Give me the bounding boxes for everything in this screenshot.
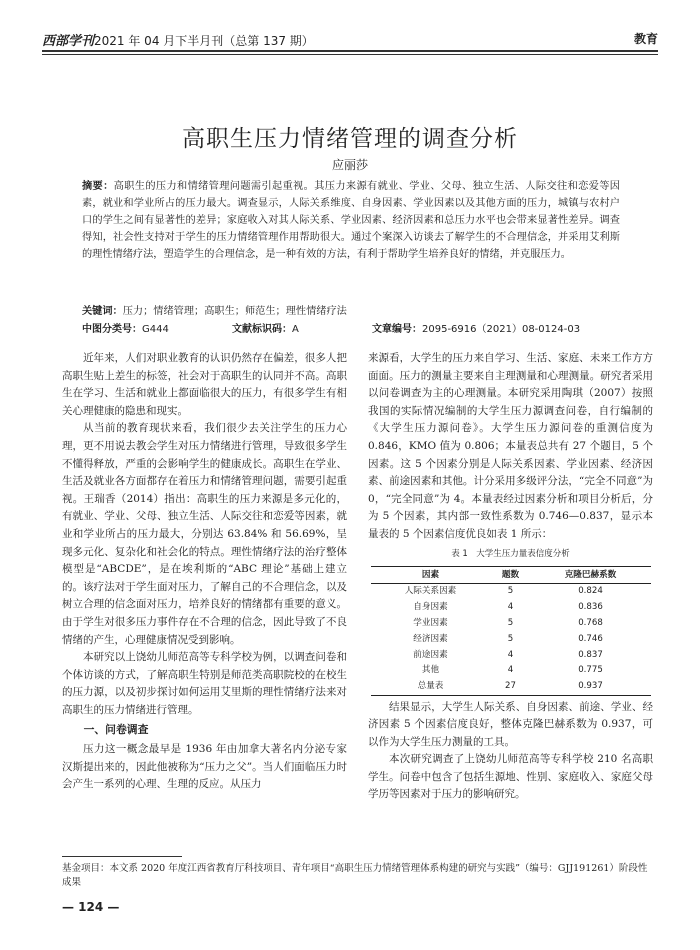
article-title: 高职生压力情绪管理的调查分析 <box>182 126 518 152</box>
header-rule <box>42 50 658 52</box>
journal-issue-line <box>42 30 314 49</box>
paragraph: 来源看，大学生的压力来自学习、生活、家庭、未来工作方方面面。压力的测量主要来自主理测量和心理测量。研究者采用以问卷调查为主的心理测量。本研究采用陶琪（2007）按照我国的实际情况编制的大学生压力源调查问卷，自行编制的《大学生压力源问卷》。大学生压力源问卷的重测信度为 0.846，KMO 值为 0.806；本量表总共有 27 个题目，5 个因素。这 5 个因素分别是人际关系因素、学业因素、经济因素、前途因素和其他。计分采用多级评分法，“完全不同意”为 0，“完全同意”为 4。本量表经过因素分析和项目分析后，分为 5 个因素，其内部一致性系数为 0.746—0.837，显示本量表的 5 个因素信度优良如表 1 所示： <box>368 352 653 540</box>
section-heading: 一、问卷调查 <box>83 723 149 737</box>
footnote-rule <box>62 856 182 857</box>
table-row <box>371 663 651 679</box>
clc <box>82 320 169 335</box>
doc-code <box>232 320 299 335</box>
paragraph: 本研究以上饶幼儿师范高等专科学校为例，以调查问卷和个体访谈的方式，了解高职生特别是师范类高职院校的在校生的压力源，以及初步探讨如何运用艾里斯的理性情绪疗法来对高职生的压力情绪进行管理。 <box>62 651 347 716</box>
table-row <box>371 583 651 599</box>
journal-logo: 西部学刊 <box>42 34 95 49</box>
reliability-table <box>371 566 651 695</box>
paragraph: 近年来，人们对职业教育的认识仍然存在偏差，很多人把高职生贴上差生的标签，社会对于高职生的认同并不高。高职生在学习、生活和就业上都面临很大的压力，有很多学生有相关心理健康的隐患和现实。 <box>62 352 347 417</box>
keywords-label: 关键词： <box>82 306 123 317</box>
article-author: 应丽莎 <box>331 158 368 172</box>
table-cell: 前途因素 <box>413 649 448 660</box>
clc-value: G444 <box>142 324 169 335</box>
table-cell: 0.937 <box>531 679 651 695</box>
right-column <box>368 350 653 804</box>
table-row <box>371 679 651 695</box>
table-cell: 自身因素 <box>413 602 448 613</box>
issue-info: 2021 年 04 月下半月刊（总第 137 期） <box>94 34 314 48</box>
table-cell: 4 <box>507 649 514 660</box>
table-header-cell: 克隆巴赫系数 <box>531 567 651 584</box>
table-cell: 0.746 <box>578 633 603 644</box>
table-row <box>371 600 651 616</box>
table-cell: 27 <box>490 679 530 695</box>
table-cell: 0.824 <box>578 586 603 597</box>
table-cell: 5 <box>507 633 514 644</box>
table-cell: 总量表 <box>371 679 491 695</box>
table-cell: 5 <box>507 586 514 597</box>
table-cell: 经济因素 <box>413 633 448 644</box>
table-header-cell: 题数 <box>490 567 530 584</box>
table-cell: 4 <box>507 602 514 613</box>
table-header-cell: 因素 <box>371 567 491 584</box>
article-no-label: 文章编号： <box>372 324 422 335</box>
table-cell: 0.836 <box>578 602 603 613</box>
table-cell: 0.775 <box>578 665 603 676</box>
abstract-text: 高职生的压力和情绪管理问题需引起重视。其压力来源有就业、学业、父母、独立生活、人际交往和恋爱等因素，就业和学业所占的压力最大。调查显示，人际关系维度、自身因素、学业因素以及其他方面的压力，城镇与农村户口的学生之间有显著性的差异；家庭收入对其人际关系、学业因素、经济因素和总压力水平也会带来显著性差异。调查得知，社会性支持对于学生的压力情绪管理作用帮助很大。通过个案深入访谈去了解学生的不合理信念，并采用艾利斯的理性情绪疗法，塑造学生的合理信念，是一种有效的方法，有利于帮助学生培养良好的情绪，并克服压力。 <box>82 181 620 260</box>
keywords-text: 压力；情绪管理；高职生；师范生；理性情绪疗法 <box>122 306 347 317</box>
table-row <box>371 647 651 663</box>
table-row <box>371 631 651 647</box>
table-cell: 其他 <box>421 665 440 676</box>
paragraph: 从当前的教育现状来看，我们很少去关注学生的压力心理，更不用说去教会学生对压力情绪进行管理，导致很多学生不懂得释放，严重的会影响学生的健康成长。高职生在学业、生活及就业各方面都存在着压力和情绪管理问题，需要引起重视。王瑞香（2014）指出：高职生的压力来源是多元化的，有就业、学业、父母、独立生活、人际交往和恋爱等因素，就业和学业所占的压力最大，分别达 63.84% 和 56.69%，呈现多元化、复杂化和社会化的特点。理性情绪疗法的治疗整体模型是“ABCDE”，是在埃利斯的“ABC 理论”基础上建立的。该疗法对于学生面对压力，了解自己的不合理信念，以及树立合理的信念面对压力，培养良好的情绪都有重要的意义。由于学生对很多压力事件存在不合理的信念，因此导致了不良情绪的产生，心理健康情况受到影响。 <box>62 422 347 646</box>
table-cell: 人际关系因素 <box>404 586 457 597</box>
keywords <box>82 302 620 317</box>
abstract <box>82 178 620 263</box>
table-row <box>371 616 651 632</box>
doc-code-label: 文献标识码： <box>232 324 292 335</box>
table-cell: 0.837 <box>578 649 603 660</box>
paragraph: 本次研究调查了上饶幼儿师范高等专科学校 210 名高职学生。问卷中包含了包括生源地、性别、家庭收入、家庭父母学历等因素对于压力的影响研究。 <box>368 753 653 801</box>
table-cell: 0.768 <box>578 617 603 628</box>
table-cell: 4 <box>507 665 514 676</box>
fund-footnote: 基金项目：本文系 2020 年度江西省教育厅科技项目、青年项目“高职生压力情绪管理体系构建的研究与实践”（编号：GJJ191261）阶段性成果 <box>62 863 648 888</box>
page-number: — 124 — <box>62 900 120 914</box>
table-cell: 5 <box>507 617 514 628</box>
doc-code-value: A <box>292 324 299 335</box>
table-cell: 学业因素 <box>413 617 448 628</box>
section-label: 教育 <box>633 32 658 46</box>
paragraph: 压力这一概念最早是 1936 年由加拿大著名内分泌专家汉斯提出来的，因此他被称为“压力之父”。当人们面临压力时会产生一系列的心理、生理的反应。从压力 <box>62 743 347 791</box>
article-number <box>372 320 580 335</box>
table-caption: 表 1 大学生压力量表信度分析 <box>451 548 570 559</box>
article-no-value: 2095-6916（2021）08-0124-03 <box>422 324 581 335</box>
abstract-label: 摘要： <box>82 181 114 192</box>
header-rule-thin <box>42 54 658 55</box>
clc-label: 中图分类号： <box>82 324 142 335</box>
left-column <box>62 350 347 794</box>
paragraph: 结果显示，大学生人际关系、自身因素、前途、学业、经济因素 5 个因素信度良好，整体克隆巴赫系数为 0.937，可以作为大学生压力测量的工具。 <box>368 700 653 748</box>
table-header-row <box>371 567 651 584</box>
